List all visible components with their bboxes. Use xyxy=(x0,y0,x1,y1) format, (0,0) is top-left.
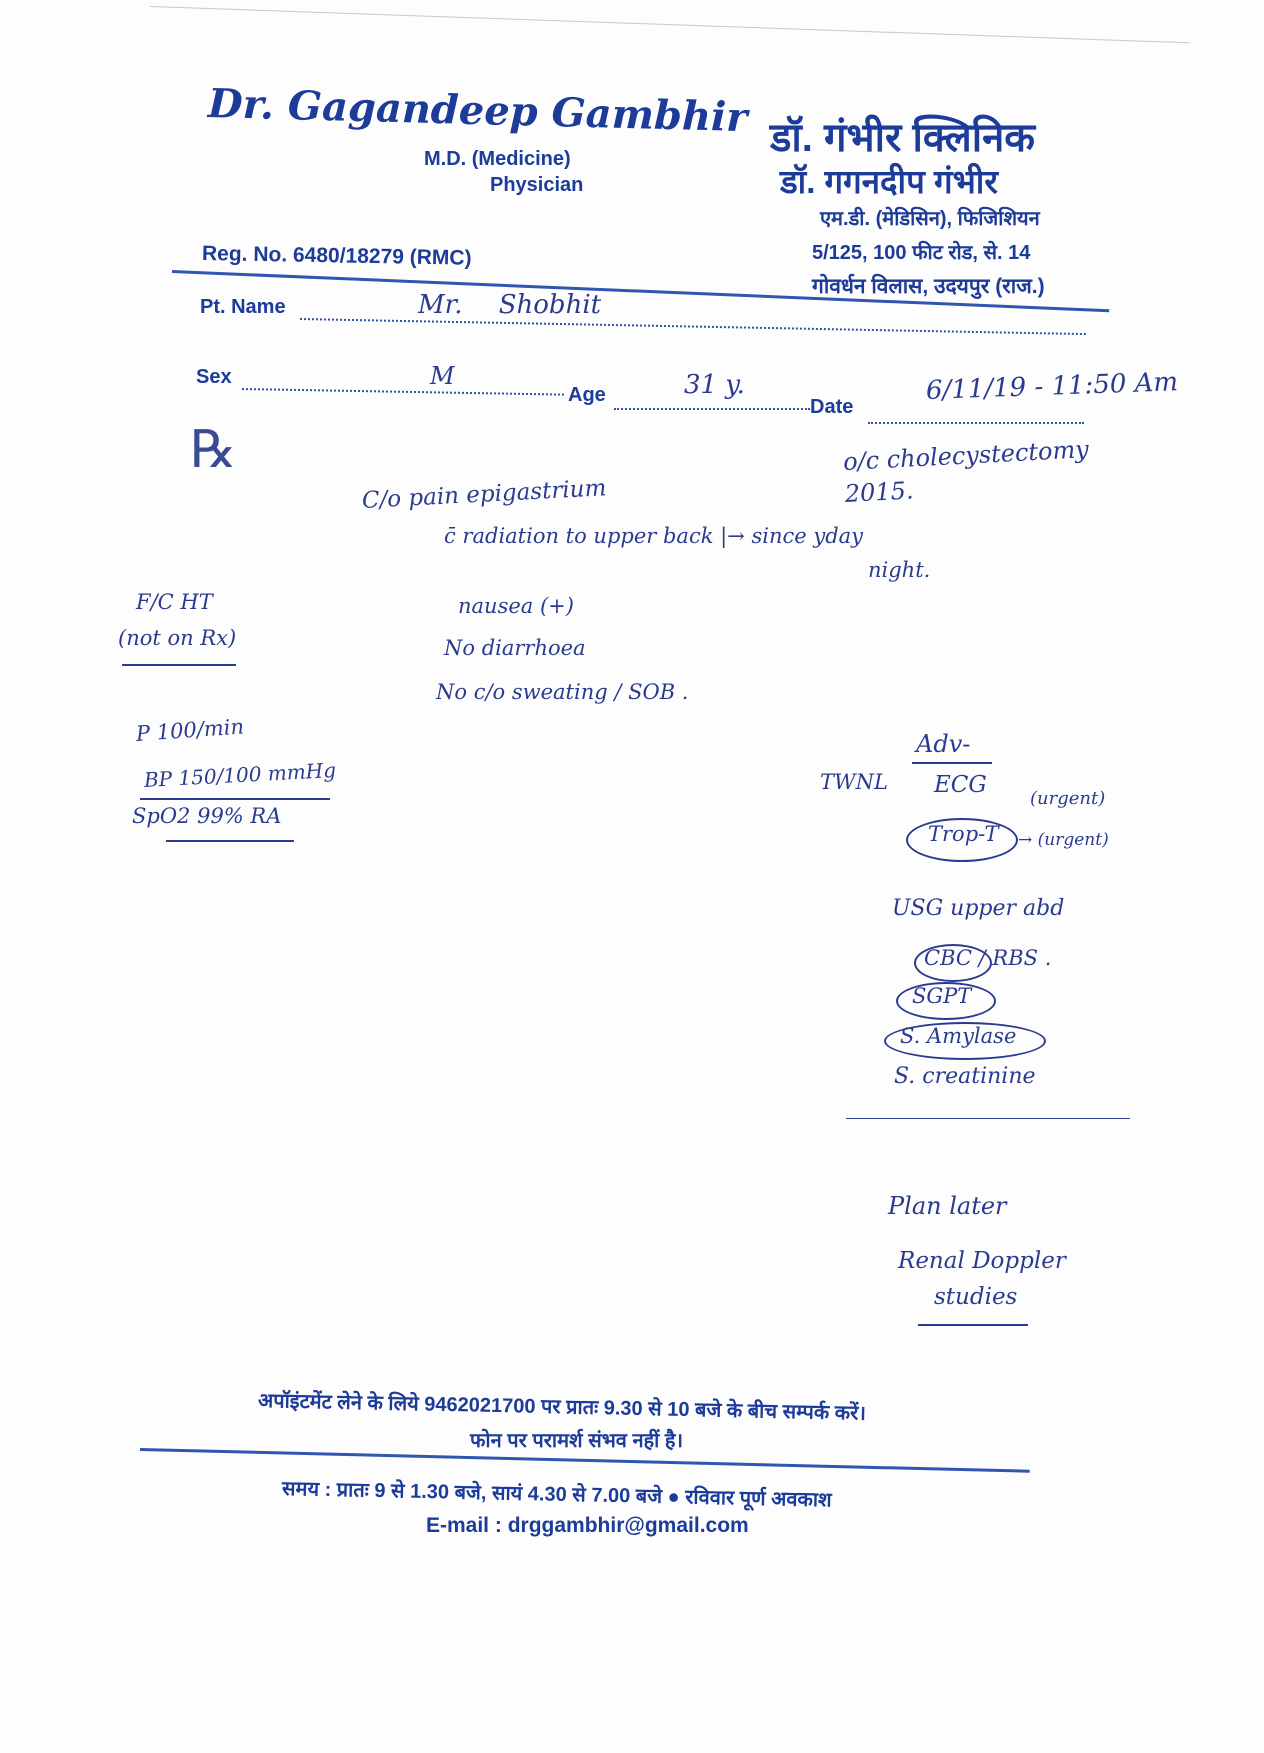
plan-underline xyxy=(918,1324,1028,1326)
advice-ecg: ECG xyxy=(934,772,987,798)
email-label: E-mail : xyxy=(426,1514,502,1537)
advice-sgpt: SGPT xyxy=(912,984,972,1008)
age-label: Age xyxy=(568,384,606,406)
vitals-bp-underline xyxy=(140,798,330,800)
complaint-line-1: C/o pain epigastrium xyxy=(361,475,607,514)
clinic-address-line2: गोवर्धन विलास, उदयपुर (राज.) xyxy=(812,275,1045,298)
advice-amylase: S. Amylase xyxy=(900,1024,1017,1048)
clinic-name-hi: डॉ. गंभीर क्लिनिक xyxy=(770,116,1036,160)
date-time-value: 6/11/19 - 11:50 Am xyxy=(925,367,1179,406)
vitals-spo2: SpO2 99% RA xyxy=(132,804,282,828)
patient-name-value: Mr. Shobhit xyxy=(418,290,602,320)
doctor-degree-en: M.D. (Medicine) xyxy=(424,148,571,170)
plan-line-3: studies xyxy=(934,1284,1018,1310)
past-history-line-2: (not on Rx) xyxy=(118,626,237,650)
sex-label: Sex xyxy=(196,366,232,388)
doctor-name-hi: डॉ. गगनदीप गंभीर xyxy=(780,163,998,200)
email-address[interactable]: drggambhir@gmail.com xyxy=(507,1514,749,1537)
appointment-prefix: अपॉइंटमेंट लेने के लिये xyxy=(257,1390,419,1416)
clinic-timings: समय : प्रातः 9 से 1.30 बजे, सायं 4.30 से 7.00 बजे ● रविवार पूर्ण अवकाश xyxy=(281,1478,832,1512)
vitals-pulse: P 100/min xyxy=(135,714,245,746)
date-label: Date xyxy=(810,396,854,418)
symptom-no-diarrhoea: No diarrhoea xyxy=(444,636,586,660)
plan-line-2: Renal Doppler xyxy=(898,1248,1066,1274)
sex-dotted-line xyxy=(242,388,564,396)
sex-value: M xyxy=(430,362,455,390)
advice-divider xyxy=(846,1118,1130,1119)
complaint-line-3: night. xyxy=(868,558,931,582)
plan-line-1: Plan later xyxy=(888,1192,1007,1220)
appointment-phone: 9462021700 xyxy=(424,1393,536,1418)
advice-heading-underline xyxy=(912,762,992,764)
age-value: 31 y. xyxy=(684,370,745,400)
doctor-name-en: Dr. Gagandeep Gambhir xyxy=(207,80,748,142)
registration-number: Reg. No. 6480/18279 (RMC) xyxy=(201,242,472,270)
complaint-line-2: c̄ radiation to upper back |→ since yday xyxy=(444,524,864,548)
no-phone-consult-note: फोन पर परामर्श संभव नहीं है। xyxy=(470,1430,684,1452)
doctor-degree-hi: एम.डी. (मेडिसिन), फिजिशियन xyxy=(820,208,1040,230)
symptom-nausea: nausea (+) xyxy=(458,594,574,618)
advice-tropt-urgent: → (urgent) xyxy=(1018,830,1109,850)
advice-creatinine: S. creatinine xyxy=(894,1064,1036,1089)
twnl-note: TWNL xyxy=(820,770,888,794)
age-dotted-line xyxy=(614,408,810,410)
date-dotted-line xyxy=(868,422,1084,424)
rx-symbol: ℞ xyxy=(190,420,237,480)
patient-name-label: Pt. Name xyxy=(200,296,286,318)
advice-ecg-urgent: (urgent) xyxy=(1030,788,1106,809)
advice-tropt: Trop-T xyxy=(928,822,999,846)
vitals-spo2-underline xyxy=(166,840,294,842)
clinic-email xyxy=(426,1514,749,1538)
clinic-address-line1: 5/125, 100 फीट रोड, से. 14 xyxy=(812,242,1031,264)
surgical-history-note: o/c cholecystectomy 2015. xyxy=(842,435,1090,508)
appointment-suffix: पर प्रातः 9.30 से 10 बजे के बीच सम्पर्क करें। xyxy=(540,1395,867,1425)
vitals-bp: BP 150/100 mmHg xyxy=(143,757,337,792)
past-history-underline xyxy=(122,664,236,666)
advice-cbc: CBC / RBS . xyxy=(924,946,1052,970)
advice-heading: Adv- xyxy=(916,730,971,758)
past-history-line-1: F/C HT xyxy=(136,590,213,614)
appointment-info xyxy=(258,1386,866,1426)
advice-usg: USG upper abd xyxy=(892,896,1065,921)
patient-name-dotted-line xyxy=(300,318,1086,335)
page-top-edge xyxy=(150,6,1189,43)
symptom-no-sweating: No c/o sweating / SOB . xyxy=(436,680,689,704)
doctor-title-en: Physician xyxy=(490,174,584,196)
